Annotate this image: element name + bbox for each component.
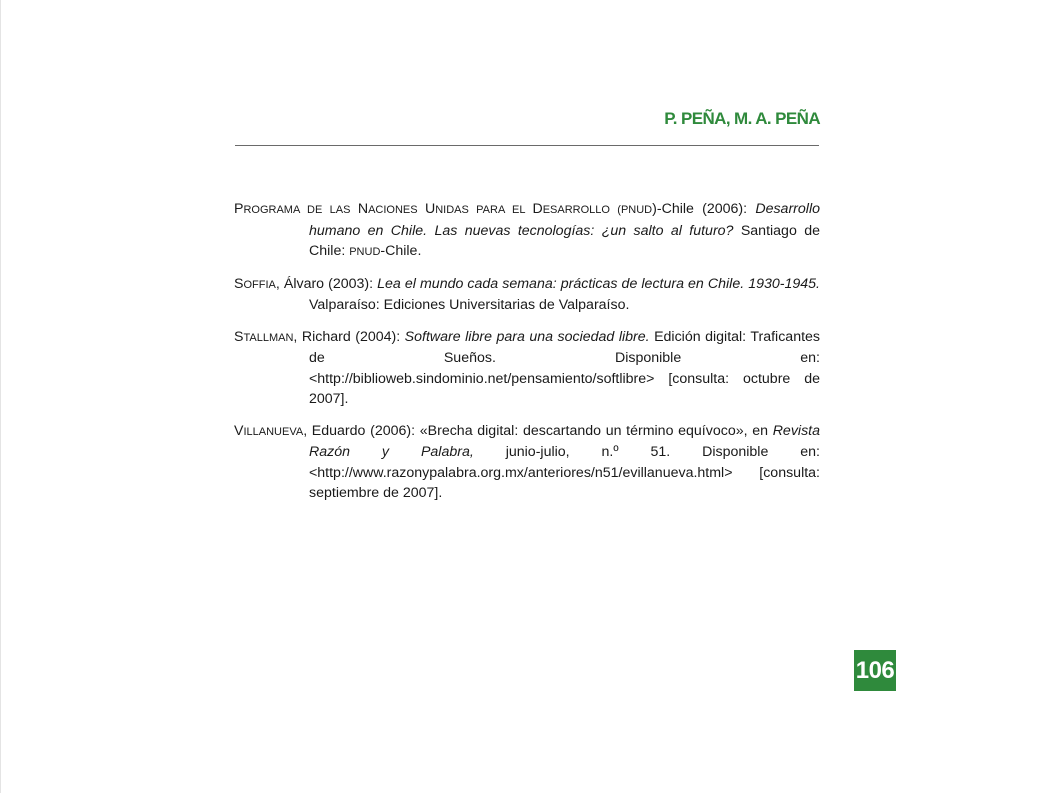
author-smallcaps: ACIONES (368, 204, 425, 216)
author-smallcaps: ILLANUEVA (243, 425, 304, 438)
publisher-acronym: PNUD (349, 246, 381, 258)
author-initial: N (357, 201, 369, 217)
header-divider (235, 145, 819, 146)
work-title: Lea el mundo cada semana: prácticas de lectura en Chile. 1930-1945. (377, 275, 821, 292)
author-acronym: PNUD (620, 204, 653, 216)
author-smallcaps: ROGRAMA DE LAS (243, 204, 358, 216)
publication-details: junio-julio, n.º 51. Disponible en: <http://www.razonypalabra.org.mx/anteriores/n51/evillanueva.html> [consulta: septiembre de 2007]. (309, 444, 820, 501)
author-year: , Álvaro (2003): (275, 275, 378, 292)
publication-details: Edición digital: Traficantes de Sueños. Disponible en: <http://biblioweb.sindominio.net/pensamiento/softlibre> [consulta: octubre de 2007]. (309, 328, 821, 407)
author-initial: U (424, 201, 436, 217)
author-initial: S (234, 275, 244, 292)
work-title: Desarrollo humano en Chile. Las nuevas tecnologías: ¿un salto al futuro? (309, 201, 820, 239)
publisher-name: -Chile. (380, 243, 422, 259)
author-initial: V (234, 422, 244, 439)
work-title: Software libre para una sociedad libre. (404, 328, 650, 345)
author-initial: S (234, 328, 244, 345)
author-smallcaps: ESARROLLO ( (542, 204, 621, 216)
author-smallcaps: NIDAS PARA EL (435, 204, 533, 216)
work-title: Revista Razón y Palabra, (309, 422, 820, 460)
bibliography-list (234, 199, 820, 515)
author-year: , Richard (2004): (293, 328, 405, 345)
author-initial: D (532, 201, 543, 217)
page-edge-rule (0, 0, 1, 793)
running-header-authors: P. PEÑA, M. A. PEÑA (664, 109, 820, 128)
author-year: )-Chile (2006): (652, 201, 756, 217)
reference-entry-stallman (234, 327, 820, 410)
reference-entry-villanueva (234, 421, 820, 504)
reference-entry-soffia (234, 274, 820, 316)
author-initial: P (234, 201, 244, 217)
publication-details: Santiago de Chile: (309, 222, 820, 259)
author-smallcaps: TALLMAN (243, 331, 294, 344)
reference-entry-pnud (234, 199, 820, 263)
author-year: , Eduardo (2006): «Brecha digital: descartando un término equívoco», en (303, 422, 773, 439)
author-smallcaps: OFFIA (243, 278, 276, 291)
publication-details: Valparaíso: Ediciones Universitarias de Valparaíso. (309, 297, 630, 313)
page-number-badge: 106 (854, 650, 896, 691)
